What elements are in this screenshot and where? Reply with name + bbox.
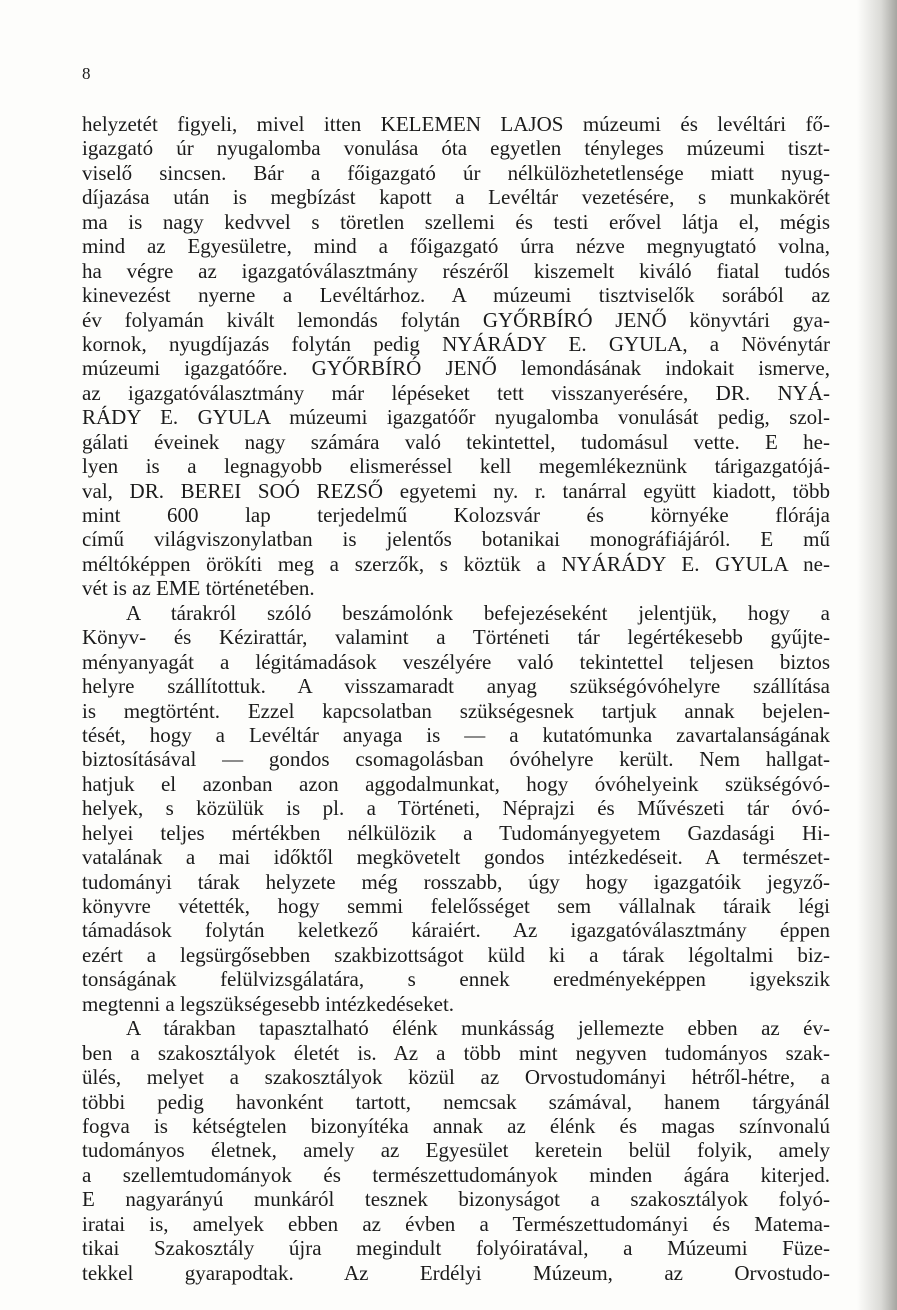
text-line: ezért a legsürgősebben szakbizottságot küld ki a tárak légoltalmi biz-: [82, 942, 830, 967]
text-line: kinevezést nyerne a Levéltárhoz. A múzeumi tisztviselők sorából az: [82, 283, 830, 308]
text-line: tését, hogy a Levéltár anyaga is — a kutatómunka zavartalanságának: [82, 722, 830, 747]
text-line: tudományi tárak helyzete még rosszabb, úgy hogy igazgatóik jegyző-: [82, 869, 830, 894]
text-line: támadások folytán keletkező káraiért. Az igazgatóválasztmány éppen: [82, 918, 830, 943]
text-line: díjazása után is megbízást kapott a Levéltár vezetésére, s munkakörét: [82, 185, 830, 210]
text-line: ményanyagát a légitámadások veszélyére való tekintettel teljesen biztos: [82, 649, 830, 674]
text-line: helyek, s közülük is pl. a Történeti, Néprajzi és Művészeti tár óvó-: [82, 796, 830, 821]
text-line: helyei teljes mértékben nélkülözik a Tudományegyetem Gazdasági Hi-: [82, 820, 830, 845]
text-line: A tárakban tapasztalható élénk munkásság jellemezte ebben az év-: [126, 1016, 830, 1041]
text-line: iratai is, amelyek ebben az évben a Természettudományi és Matema-: [82, 1211, 830, 1236]
text-line: viselő sincsen. Bár a főigazgató úr nélkülözhetetlensége miatt nyug-: [82, 160, 830, 185]
text-line: mint 600 lap terjedelmű Kolozsvár és környéke flórája: [82, 503, 830, 527]
text-line: többi pedig havonként tartott, nemcsak számával, hanem tárgyánál: [82, 1089, 830, 1114]
text-line: kornok, nyugdíjazás folytán pedig NYÁRÁDY E. GYULA, a Növénytár: [82, 331, 830, 356]
text-line: gálati éveinek nagy számára való tekintettel, tudomásul vette. E he-: [82, 429, 830, 454]
text-line: lyen is a legnagyobb elismeréssel kell megemlékeznünk tárigazgatójá-: [82, 454, 830, 479]
page-edge-shadow: [857, 0, 897, 1310]
text-line: tikai Szakosztály újra megindult folyóiratával, a Múzeumi Füze-: [82, 1236, 830, 1261]
body-text: [82, 112, 830, 1285]
text-line: E nagyarányú munkáról tesznek bizonyságot a szakosztályok folyó-: [82, 1187, 830, 1212]
text-line: helyre szállítottuk. A visszamaradt anyag szükségóvóhelyre szállítása: [82, 674, 830, 699]
text-line: ben a szakosztályok életét is. Az a több mint negyven tudományos szak-: [82, 1040, 830, 1065]
text-line: val, DR. BEREI SOÓ REZSŐ egyetemi ny. r. tanárral együtt kiadott, több: [82, 478, 830, 503]
text-line: tekkel gyarapodtak. Az Erdélyi Múzeum, az Orvostudo-: [82, 1260, 830, 1285]
text-line: tudományos életnek, amely az Egyesület keretein belül folyik, amely: [82, 1138, 830, 1163]
text-line: RÁDY E. GYULA múzeumi igazgatóőr nyugalomba vonulását pedig, szol-: [82, 405, 830, 430]
text-line: A tárakról szóló beszámolónk befejezéseként jelentjük, hogy a: [126, 600, 830, 625]
text-line: hatjuk el azonban azon aggodalmunkat, hogy óvóhelyeink szükségóvó-: [82, 771, 830, 796]
text-line: a szellemtudományok és természettudományok minden ágára kiterjed.: [82, 1162, 830, 1187]
text-line: is megtörtént. Ezzel kapcsolatban szükségesnek tartjuk annak bejelen-: [82, 698, 830, 723]
text-line: ülés, melyet a szakosztályok közül az Orvostudományi hétről-hétre, a: [82, 1065, 830, 1090]
text-line: biztosításával — gondos csomagolásban óvóhelyre került. Nem hallgat-: [82, 747, 830, 772]
text-line: Könyv- és Kézirattár, valamint a Történeti tár legértékesebb gyűjte-: [82, 625, 830, 650]
text-line: az igazgatóválasztmány már lépéseket tett visszanyerésére, DR. NYÁ-: [82, 380, 830, 405]
text-line: vét is az EME történetében.: [82, 576, 315, 601]
text-line: múzeumi igazgatóőre. GYŐRBÍRÓ JENŐ lemondásának indokait ismerve,: [82, 356, 830, 381]
text-line: fogva is kétségtelen bizonyítéka annak az élénk és magas színvonalú: [82, 1113, 830, 1138]
text-line: ha végre az igazgatóválasztmány részéről kiszemelt kiváló fiatal tudós: [82, 258, 830, 283]
text-line: könyvre vétették, hogy semmi felelősséget sem vállalnak táraik légi: [82, 894, 830, 918]
text-line: megtenni a legszükségesebb intézkedéseket.: [82, 991, 455, 1016]
text-line: mind az Egyesületre, mind a főigazgató úrra nézve megnyugtató volna,: [82, 234, 830, 259]
text-line: tonságának felülvizsgálatára, s ennek eredményeképpen igyekszik: [82, 967, 830, 992]
text-line: helyzetét figyeli, mivel itten KELEMEN LAJOS múzeumi és levéltári fő-: [82, 112, 830, 136]
text-line: méltóképpen örökíti meg a szerzők, s köztük a NYÁRÁDY E. GYULA ne-: [82, 551, 830, 576]
text-line: év folyamán kivált lemondás folytán GYŐRBÍRÓ JENŐ könyvtári gya-: [82, 307, 830, 332]
text-line: igazgató úr nyugalomba vonulása óta egyetlen tényleges múzeumi tiszt-: [82, 136, 830, 161]
text-line: vatalának a mai időktől megkövetelt gondos intézkedéseit. A természet-: [82, 845, 830, 870]
page-number: 8: [82, 64, 91, 83]
text-line: című világviszonylatban is jelentős botanikai monográfiájáról. E mű: [82, 527, 830, 552]
text-line: ma is nagy kedvvel s töretlen szellemi és testi erővel látja el, mégis: [82, 209, 830, 234]
